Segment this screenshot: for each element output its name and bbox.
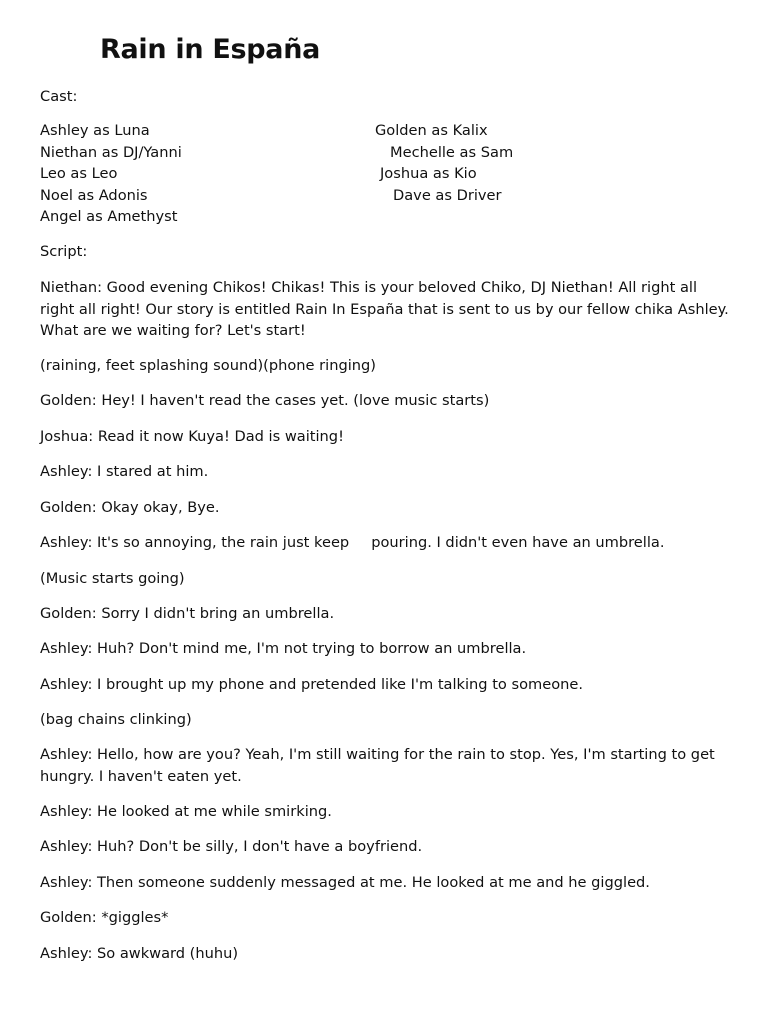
cast-entry-left: Noel as Adonis [40, 187, 148, 204]
script-line: Golden: Okay okay, Bye. [40, 499, 220, 516]
script-line: (Music starts going) [40, 570, 185, 587]
script-line: (bag chains clinking) [40, 711, 192, 728]
script-label: Script: [40, 243, 88, 260]
script-line: Golden: *giggles* [40, 909, 169, 926]
script-line [40, 532, 664, 554]
cast-entry-left: Ashley as Luna [40, 122, 150, 139]
cast-entry-right: Mechelle as Sam [390, 144, 514, 161]
script-line: Ashley: Hello, how are you? Yeah, I'm still waiting for the rain to stop. Yes, I'm starting to get hungry. I haven't eaten yet. [40, 746, 715, 785]
document-title: Rain in España [100, 34, 321, 65]
script-line: Ashley: Huh? Don't be silly, I don't have a boyfriend. [40, 838, 423, 855]
cast-label: Cast: [40, 88, 78, 105]
script-line: Golden: Sorry I didn't bring an umbrella. [40, 605, 335, 622]
script-line: Golden: Hey! I haven't read the cases yet. (love music starts) [40, 392, 490, 409]
cast-entry-right: Golden as Kalix [375, 122, 488, 139]
script-line: Ashley: I stared at him. [40, 463, 209, 480]
script-line: Ashley: I brought up my phone and pretended like I'm talking to someone. [40, 676, 584, 693]
cast-entry-left: Angel as Amethyst [40, 208, 178, 225]
script-line: Ashley: Then someone suddenly messaged at me. He looked at me and he giggled. [40, 874, 650, 891]
script-line: Ashley: Huh? Don't mind me, I'm not trying to borrow an umbrella. [40, 640, 527, 657]
cast-entry-left: Leo as Leo [40, 165, 118, 182]
script-line: Joshua: Read it now Kuya! Dad is waiting! [40, 428, 344, 445]
cast-entry-right: Joshua as Kio [380, 165, 477, 182]
script-line: (raining, feet splashing sound)(phone ringing) [40, 357, 376, 374]
script-line: Ashley: He looked at me while smirking. [40, 803, 332, 820]
script-line: Ashley: So awkward (huhu) [40, 945, 239, 962]
script-line: Niethan: Good evening Chikos! Chikas! This is your beloved Chiko, DJ Niethan! All right all right all right! Our story is entitled Rain In España that is sent to us by our fellow chika Ashley. What are we waiting for? Let's start! [40, 279, 729, 339]
script-line-part: pouring. I didn't even have an umbrella. [371, 534, 665, 551]
cast-entry-left: Niethan as DJ/Yanni [40, 144, 182, 161]
cast-entry-right: Dave as Driver [393, 187, 502, 204]
script-line-part: Ashley: It's so annoying, the rain just keep [40, 534, 350, 551]
